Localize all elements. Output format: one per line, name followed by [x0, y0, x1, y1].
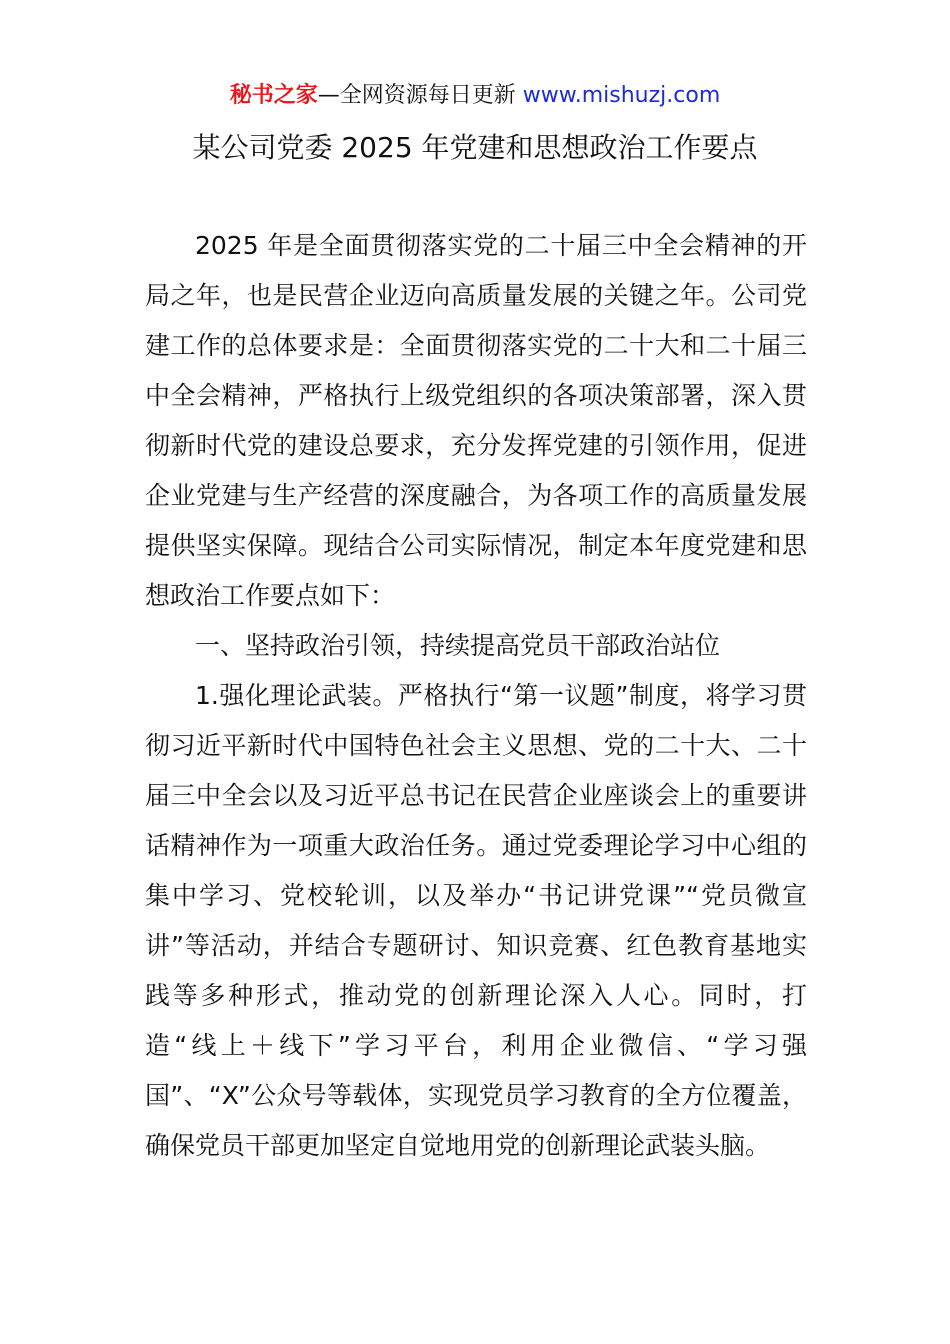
- site-tagline: —全网资源每日更新: [317, 83, 523, 108]
- section-heading: 一、坚持政治引领，持续提高党员干部政治站位: [195, 631, 721, 660]
- intro-paragraph: 2025 年是全面贯彻落实党的二十届三中全会精神的开局之年，也是民营企业迈向高质量发展的关键之年。公司党建工作的总体要求是：全面贯彻落实党的二十大和二十届三中全会精神，严格执行上级党组织的各项决策部署，深入贯彻新时代党的建设总要求，充分发挥党建的引领作用，促进企业党建与生产经营的深度融合，为各项工作的高质量发展提供坚实保障。现结合公司实际情况，制定本年度党建和思想政治工作要点如下：: [145, 231, 807, 610]
- brand-name: 秘书之家: [229, 83, 318, 108]
- document-title: 某公司党委 2025 年党建和思想政治工作要点: [192, 131, 758, 164]
- site-url-link[interactable]: www.mishuzj.com: [522, 83, 721, 108]
- site-banner: [0, 80, 950, 112]
- body-paragraph: 1.强化理论武装。严格执行“第一议题”制度，将学习贯彻习近平新时代中国特色社会主义思想、党的二十大、二十届三中全会以及习近平总书记在民营企业座谈会上的重要讲话精神作为一项重大政治任务。通过党委理论学习中心组的集中学习、党校轮训，以及举办“书记讲党课”“党员微宣讲”等活动，并结合专题研讨、知识竞赛、红色教育基地实践等多种形式，推动党的创新理论深入人心。同时，打造“线上＋线下”学习平台，利用企业微信、“学习强国”、“X”公众号等载体，实现党员学习教育的全方位覆盖，确保党员干部更加坚定自觉地用党的创新理论武装头脑。: [145, 681, 807, 1160]
- document-body: [145, 221, 807, 1171]
